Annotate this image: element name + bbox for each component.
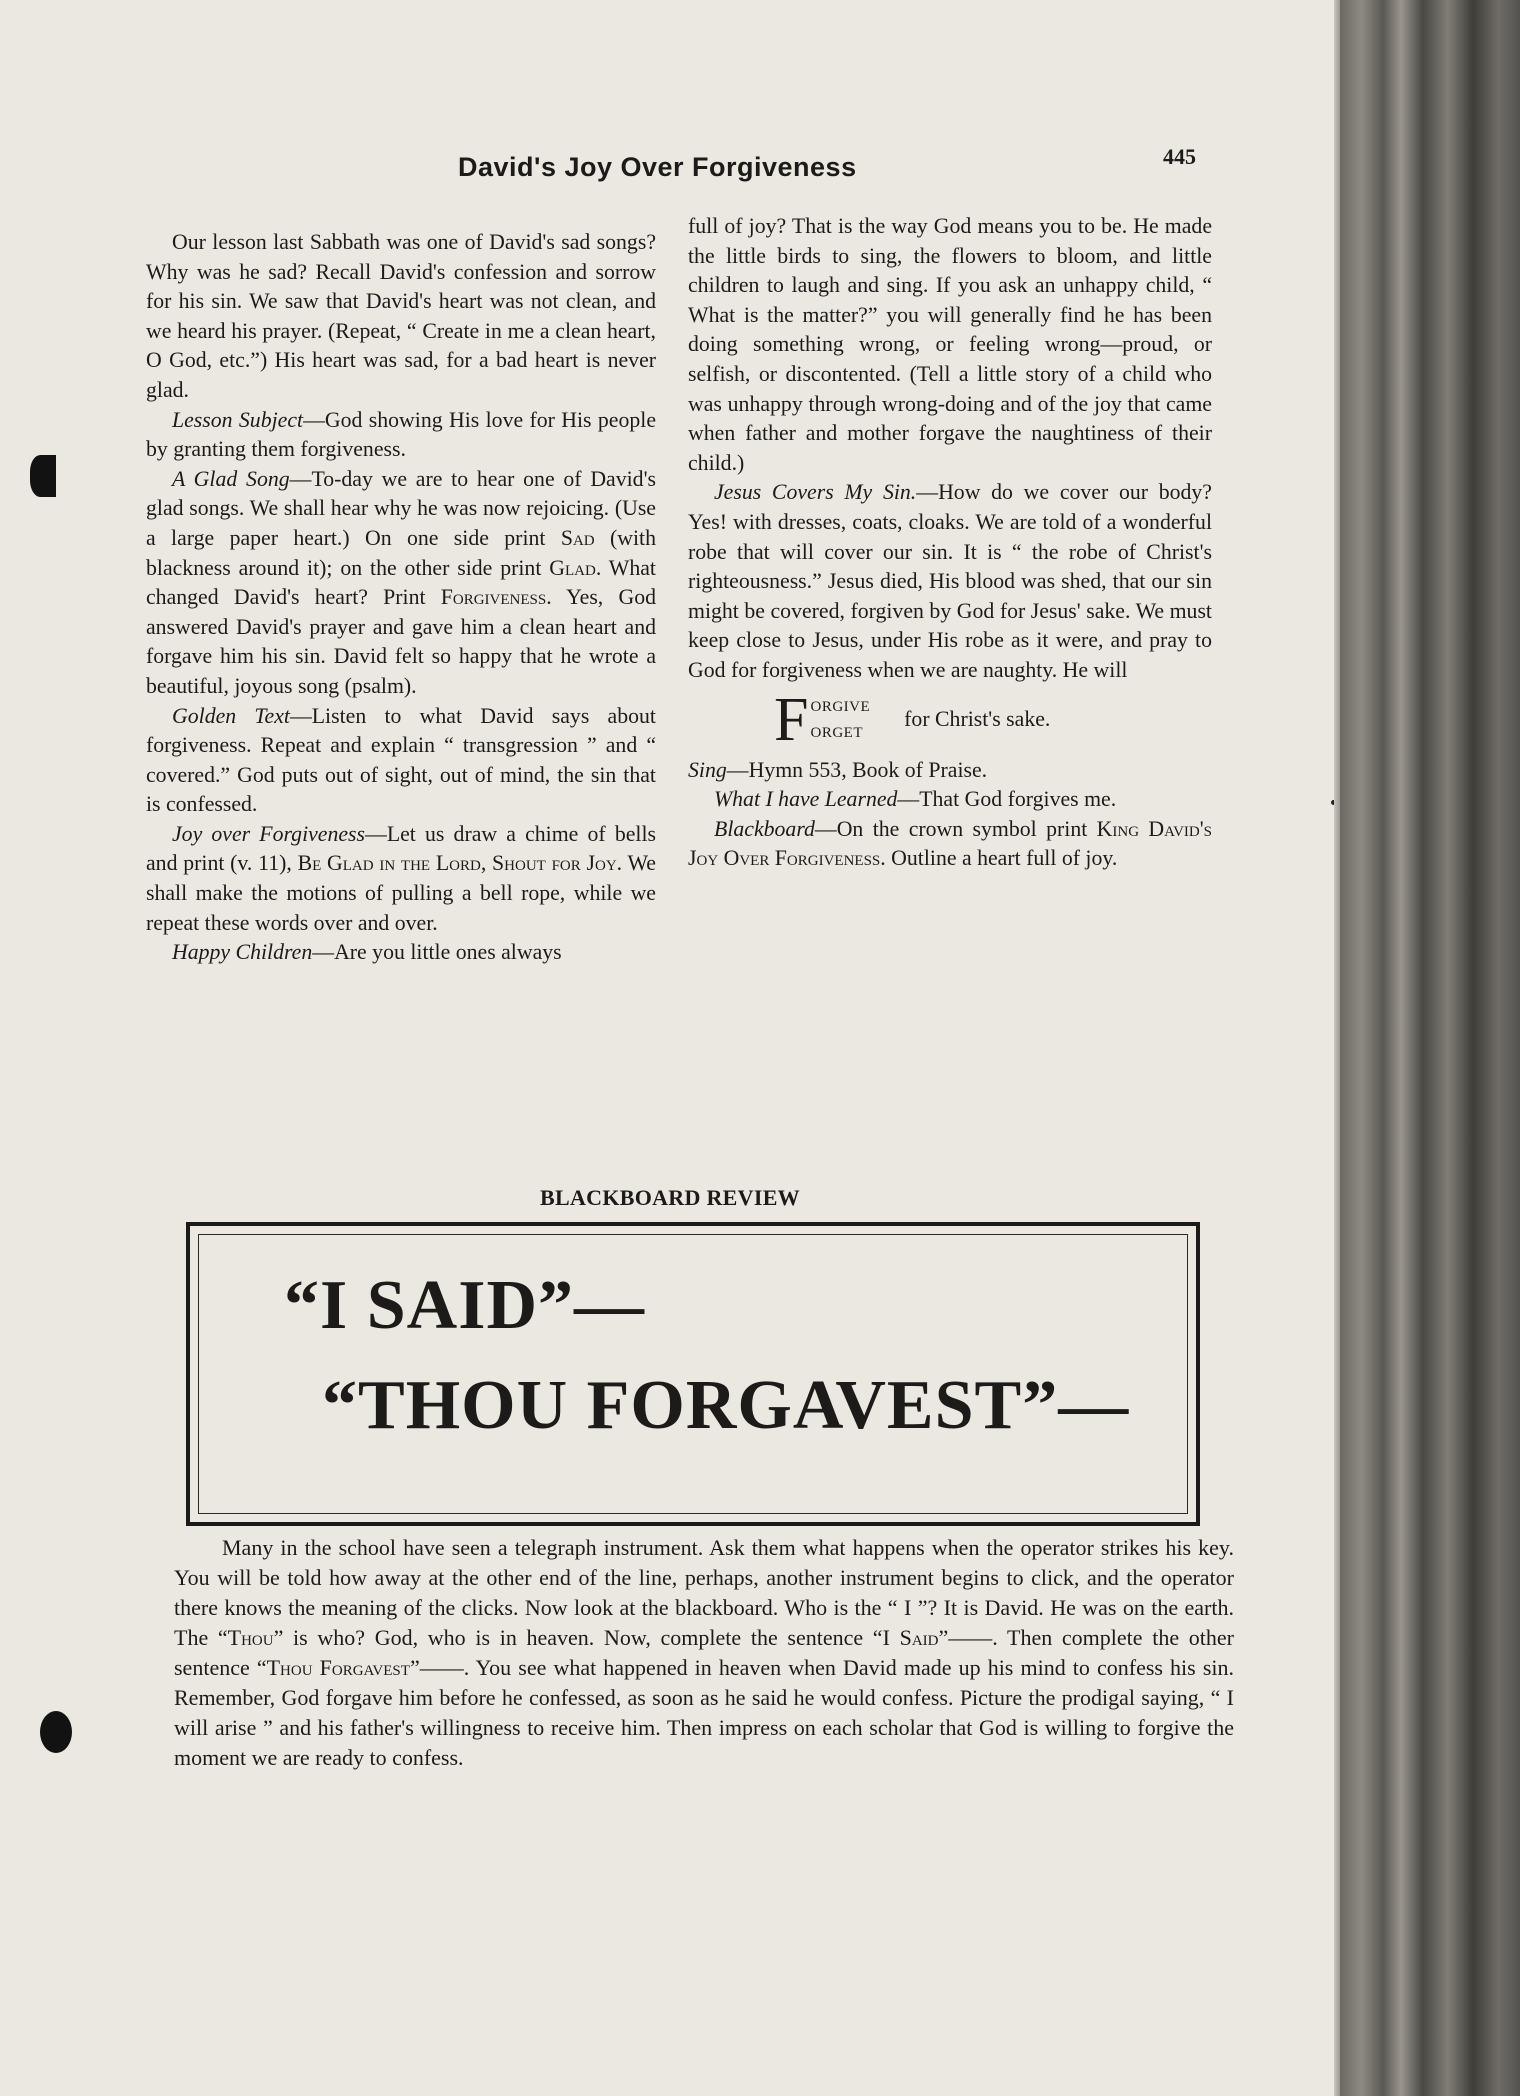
paragraph-blackboard: Blackboard—On the crown symbol print King David's Joy Over Forgiveness. Outline a heart full of joy. bbox=[688, 816, 1213, 871]
page-header bbox=[140, 144, 1230, 192]
paragraph-glad-song: A Glad Song—To-day we are to hear one of David's glad songs. We shall hear why he was now rejoicing. (Use a large paper heart.) On one side print Sad (with blackness around it); on the other side print Glad. What changed David's heart? Print Forgiveness. Yes, God answered David's prayer and gave him a clean heart and forgave him his sin. David felt so happy that he wrote a beautiful, joyous song (psalm). bbox=[146, 466, 656, 698]
book-spine-binding bbox=[1340, 0, 1520, 2096]
blackboard-review-text bbox=[174, 1533, 1234, 1773]
lead-joy-over-forgiveness: Joy over Forgiveness bbox=[172, 821, 366, 846]
shared-initial-f: F bbox=[774, 685, 809, 754]
paragraph-continued: full of joy? That is the way God means you to be. He made the little birds to sing, the flowers to bloom, and little children to laugh and sing. If you ask an unhappy child, “ What is the matter?” you will generally find he has been doing something wrong, or feeling wrong—proud, or selfish, or discontented. (Tell a little story of a child who was unhappy through wrong-doing and of the joy that came when father and mother forgave the naughtiness of their child.) bbox=[688, 214, 1212, 475]
review-paragraph: Many in the school have seen a telegraph instrument. Ask them what happens when the operator strikes his key. You will be told how away at the other end of the line, perhaps, another instrument begins to click, and the operator there knows the meaning of the clicks. Now look at the blackboard. Who is the “ I ”? It is David. He was on the earth. The “Thou” is who? God, who is in heaven. Now, complete the sentence “I Said”——. Then complete the other sentence “Thou Forgavest”——. You see what happened in heaven when David made up his mind to confess his sin. Remember, God forgave him before he confessed, as soon as he said he would confess. Picture the prodigal saying, “ I will arise ” and his father's willingness to receive him. Then impress on each scholar that God is willing to forgive the moment we are ready to confess. bbox=[174, 1535, 1234, 1770]
binding-hole-top bbox=[30, 455, 56, 497]
word-forgive: orgive bbox=[810, 691, 871, 716]
paragraph-sing: Sing—Hymn 553, Book of Praise. bbox=[688, 757, 988, 782]
paragraph-golden-text: Golden Text—Listen to what David says about forgiveness. Repeat and explain “ transgression ” and “ covered.” God puts out of sight, out of mind, the sin that is confessed. bbox=[146, 703, 656, 817]
lead-glad-song: A Glad Song bbox=[172, 466, 290, 491]
paragraph-joy-over-forgiveness: Joy over Forgiveness—Let us draw a chime of bells and print (v. 11), Be Glad in the Lord, Shout for Joy. We shall make the motions of pulling a bell rope, while we repeat these words over and over. bbox=[146, 821, 656, 935]
lead-happy-children: Happy Children bbox=[172, 940, 313, 965]
page-number: 445 bbox=[1163, 144, 1196, 169]
paragraph-learned: What I have Learned—That God forgives me. bbox=[714, 787, 1117, 812]
lead-lesson-subject: Lesson Subject bbox=[172, 407, 304, 432]
paragraph-intro: Our lesson last Sabbath was one of David's sad songs? Why was he sad? Recall David's confession and sorrow for his sin. We saw that David's heart was not clean, and we heard his prayer. (Repeat, “ Create in me a clean heart, O God, etc.”) His heart was sad, for a bad heart is never glad. bbox=[146, 230, 656, 402]
board-line-thou-forgavest: “THOU FORGAVEST”— bbox=[322, 1367, 1130, 1444]
binding-hole-bottom bbox=[40, 1711, 72, 1753]
right-column bbox=[688, 212, 1212, 874]
for-christs-sake: for Christ's sake. bbox=[904, 706, 1051, 731]
blackboard-review-heading: BLACKBOARD REVIEW bbox=[540, 1185, 800, 1210]
lead-learned: What I have Learned bbox=[714, 787, 898, 812]
lead-golden-text: Golden Text bbox=[172, 703, 290, 728]
paragraph-lesson-subject: Lesson Subject—God showing His love for His people by granting them forgiveness. bbox=[146, 407, 656, 462]
paragraph-happy-children: Happy Children—Are you little ones always bbox=[172, 940, 562, 965]
forgive-forget-words bbox=[810, 691, 870, 743]
forgive-forget-graphic bbox=[688, 685, 1212, 754]
lead-sing: Sing bbox=[688, 757, 727, 782]
running-title: David's Joy Over Forgiveness bbox=[458, 152, 857, 182]
paragraph-jesus-covers: Jesus Covers My Sin.—How do we cover our body? Yes! with dresses, coats, cloaks. We are told of a wonderful robe that will cover our sin. It is “ the robe of Christ's righteousness.” Jesus died, His blood was shed, that our sin might be covered, forgiven by God for Jesus' sake. We must keep close to Jesus, under His robe as it were, and pray to God for forgiveness when we are naughty. He will bbox=[688, 480, 1212, 682]
lead-blackboard: Blackboard bbox=[714, 816, 815, 841]
blackboard-box bbox=[186, 1222, 1200, 1526]
word-forget: orget bbox=[810, 717, 863, 742]
lead-jesus-covers: Jesus Covers My Sin. bbox=[714, 480, 917, 505]
left-column bbox=[146, 228, 656, 968]
board-line-i-said: “I SAID”— bbox=[284, 1267, 646, 1344]
